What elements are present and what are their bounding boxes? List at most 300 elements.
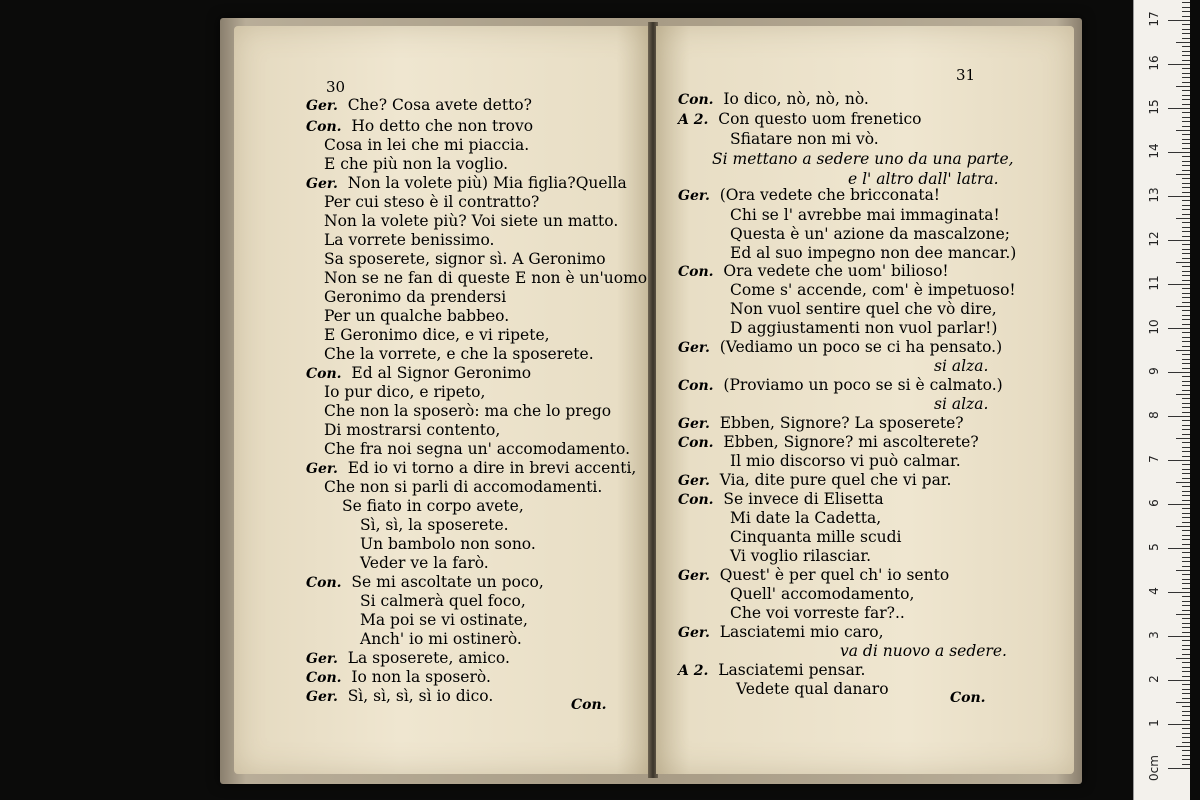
verse-text: Cinquanta mille scudi <box>730 528 902 546</box>
ruler-tick <box>1182 302 1190 303</box>
verse-text: Che non si parli di accomodamenti. <box>324 478 603 496</box>
ruler-tick <box>1182 222 1190 223</box>
left-text-line <box>306 459 636 478</box>
ruler-tick <box>1182 750 1190 751</box>
verse-text: E che più non la voglio. <box>324 155 509 173</box>
verse-text: Vi voglio rilasciar. <box>730 547 872 565</box>
left-text-line <box>324 250 606 268</box>
speaker-label: Ger. <box>306 176 338 192</box>
speaker-label: Ger. <box>678 625 710 641</box>
right-text-line <box>730 244 1016 262</box>
ruler-tick <box>1182 55 1190 56</box>
ruler-tick <box>1182 280 1190 281</box>
ruler-tick <box>1182 623 1190 624</box>
ruler-tick <box>1168 592 1190 593</box>
left-text-line <box>324 478 602 496</box>
ruler-tick <box>1182 759 1190 760</box>
ruler-tick <box>1182 90 1190 91</box>
stage-direction: Si mettano a sedere uno da una parte, <box>712 150 1014 168</box>
ruler-tick <box>1182 126 1190 127</box>
left-text-line <box>360 611 528 629</box>
ruler-tick <box>1182 605 1190 606</box>
ruler-tick <box>1182 601 1190 602</box>
ruler-tick <box>1182 187 1190 188</box>
ruler-tick <box>1182 627 1190 628</box>
left-text-line <box>306 174 627 193</box>
left-text-line <box>324 193 539 211</box>
ruler-tick <box>1182 728 1190 729</box>
right-text-line <box>730 604 905 622</box>
ruler-tick <box>1182 588 1190 589</box>
ruler-tick <box>1182 508 1190 509</box>
left-text-line <box>324 345 594 363</box>
ruler-tick <box>1182 574 1190 575</box>
left-text-line <box>306 96 532 115</box>
stage-direction: va di nuovo a sedere. <box>840 642 1007 660</box>
ruler-tick <box>1182 275 1190 276</box>
ruler-tick <box>1182 244 1190 245</box>
ruler-tick <box>1182 715 1190 716</box>
ruler-number: 2 <box>1147 675 1161 683</box>
verse-text: Ebben, Signore? mi ascolterete? <box>723 433 979 451</box>
ruler-tick <box>1168 548 1190 549</box>
ruler-tick <box>1176 438 1190 439</box>
ruler-tick <box>1182 398 1190 399</box>
ruler-tick <box>1182 469 1190 470</box>
verse-text: Sì, sì, sì, sì io dico. <box>347 687 494 705</box>
ruler-tick <box>1182 376 1190 377</box>
ruler-tick <box>1182 209 1190 210</box>
ruler-tick <box>1182 165 1190 166</box>
ruler-number: 1 <box>1147 719 1161 727</box>
right-text-line <box>934 395 988 413</box>
verse-text: La sposerete, amico. <box>347 649 510 667</box>
ruler-tick <box>1182 442 1190 443</box>
ruler-tick <box>1182 473 1190 474</box>
ruler-tick <box>1168 460 1190 461</box>
speaker-label: Con. <box>678 264 714 280</box>
ruler-tick <box>1182 486 1190 487</box>
left-text-line <box>306 668 491 687</box>
ruler-tick <box>1182 632 1190 633</box>
ruler-tick <box>1182 205 1190 206</box>
ruler-tick <box>1182 288 1190 289</box>
ruler-tick <box>1168 768 1190 769</box>
ruler-tick <box>1182 33 1190 34</box>
verse-text: Ed io vi torno a dire in brevi accenti, <box>347 459 637 477</box>
right-text-line <box>730 130 879 148</box>
ruler-tick <box>1182 720 1190 721</box>
ruler-tick <box>1182 539 1190 540</box>
ruler-tick <box>1182 341 1190 342</box>
ruler-tick <box>1168 504 1190 505</box>
ruler-number: 16 <box>1147 55 1161 71</box>
ruler-tick <box>1182 236 1190 237</box>
verse-text: Sì, sì, la sposerete. <box>360 516 509 534</box>
ruler-tick <box>1182 368 1190 369</box>
ruler-tick <box>1182 645 1190 646</box>
ruler-tick <box>1182 500 1190 501</box>
ruler-tick <box>1168 372 1190 373</box>
verse-text: Ma poi se vi ostinate, <box>360 611 528 629</box>
ruler-tick <box>1182 315 1190 316</box>
ruler-tick <box>1182 403 1190 404</box>
verse-text: Sfiatare non mi vò. <box>730 130 879 148</box>
ruler-tick <box>1182 495 1190 496</box>
right-text-line <box>730 319 997 337</box>
ruler-tick <box>1168 64 1190 65</box>
ruler-tick <box>1182 51 1190 52</box>
speaker-label: Ger. <box>678 416 710 432</box>
ruler-tick <box>1182 46 1190 47</box>
left-text-line <box>342 497 524 515</box>
verse-text: Quest' è per quel ch' io sento <box>719 566 950 584</box>
right-text-line <box>934 357 988 375</box>
right-text-line <box>840 642 1007 660</box>
ruler-tick <box>1182 698 1190 699</box>
ruler-number: 6 <box>1147 499 1161 507</box>
ruler-tick <box>1182 755 1190 756</box>
verse-text: Chi se l' avrebbe mai immaginata! <box>730 206 1000 224</box>
verse-text: (Vediamo un poco se ci ha pensato.) <box>719 338 1003 356</box>
ruler-tick <box>1182 266 1190 267</box>
ruler-tick <box>1182 192 1190 193</box>
ruler-tick <box>1182 148 1190 149</box>
ruler-tick <box>1176 86 1190 87</box>
ruler-tick <box>1182 214 1190 215</box>
right-text-line <box>730 509 881 527</box>
ruler-number: 15 <box>1147 99 1161 115</box>
right-text-line <box>712 150 1014 168</box>
speaker-label: Ger. <box>306 689 338 705</box>
left-text-line <box>324 383 485 401</box>
ruler-tick <box>1182 662 1190 663</box>
ruler-tick <box>1182 183 1190 184</box>
verse-text: Ho detto che non trovo <box>351 117 534 135</box>
verse-text: Di mostrarsi contento, <box>324 421 501 439</box>
ruler-number: 3 <box>1147 631 1161 639</box>
ruler-tick <box>1182 456 1190 457</box>
right-text-line <box>678 433 979 452</box>
verse-text: Se invece di Elisetta <box>723 490 884 508</box>
right-text-line <box>678 262 949 281</box>
ruler-tick <box>1168 724 1190 725</box>
right-text-line <box>678 90 869 109</box>
ruler-tick <box>1182 60 1190 61</box>
speaker-label: Ger. <box>306 461 338 477</box>
verse-text: Mi date la Cadetta, <box>730 509 882 527</box>
ruler-tick <box>1182 200 1190 201</box>
right-text-line <box>736 680 889 698</box>
ruler-tick <box>1182 618 1190 619</box>
ruler-tick <box>1182 381 1190 382</box>
ruler-tick <box>1176 658 1190 659</box>
speaker-label: Con. <box>678 378 714 394</box>
ruler-number: 17 <box>1147 11 1161 27</box>
verse-text: (Proviamo un poco se si è calmato.) <box>723 376 1003 394</box>
left-text-line <box>324 402 611 420</box>
right-text-line <box>730 585 914 603</box>
ruler-tick <box>1182 143 1190 144</box>
ruler-tick <box>1182 297 1190 298</box>
verse-text: Non la volete più? Voi siete un matto. <box>324 212 619 230</box>
ruler-tick <box>1182 711 1190 712</box>
ruler-tick <box>1182 412 1190 413</box>
left-page-number: 30 <box>326 78 346 96</box>
verse-text: Via, dite pure quel che vi par. <box>719 471 952 489</box>
verse-text: La vorrete benissimo. <box>324 231 495 249</box>
verse-text: Io non la sposerò. <box>351 668 491 686</box>
ruler-tick <box>1176 42 1190 43</box>
ruler-tick <box>1182 170 1190 171</box>
verse-text: Ed al Signor Geronimo <box>351 364 532 382</box>
ruler-tick <box>1182 16 1190 17</box>
ruler-tick <box>1176 262 1190 263</box>
ruler-tick <box>1182 706 1190 707</box>
speaker-label: Con. <box>306 575 342 591</box>
ruler-tick <box>1176 130 1190 131</box>
ruler-tick <box>1176 394 1190 395</box>
right-text-line <box>730 281 1016 299</box>
speaker-label: Con. <box>678 92 714 108</box>
ruler-tick <box>1182 667 1190 668</box>
ruler-tick <box>1182 310 1190 311</box>
verse-text: Che? Cosa avete detto? <box>347 96 532 114</box>
ruler-tick <box>1168 20 1190 21</box>
ruler-tick <box>1182 7 1190 8</box>
right-text-line <box>730 547 871 565</box>
ruler-tick <box>1182 522 1190 523</box>
left-text-line <box>306 687 493 706</box>
left-text-line <box>360 592 526 610</box>
verse-text: (Ora vedete che bricconata! <box>719 186 941 204</box>
ruler-number: 11 <box>1147 275 1161 291</box>
ruler-tick <box>1182 429 1190 430</box>
verse-text: Questa è un' azione da mascalzone; <box>730 225 1010 243</box>
verse-text: Con questo uom frenetico <box>718 110 922 128</box>
ruler-tick <box>1182 447 1190 448</box>
ruler-tick <box>1168 240 1190 241</box>
ruler-tick <box>1182 649 1190 650</box>
ruler-tick <box>1168 680 1190 681</box>
verse-text: Come s' accende, com' è impetuoso! <box>730 281 1016 299</box>
left-text-line <box>360 554 489 572</box>
speaker-label: Ger. <box>306 98 338 114</box>
right-text-line <box>678 623 884 642</box>
ruler-tick <box>1182 104 1190 105</box>
verse-text: Sa sposerete, signor sì. A Geronimo <box>324 250 606 268</box>
ruler-tick <box>1182 354 1190 355</box>
ruler-tick <box>1176 306 1190 307</box>
verse-text: Che voi vorreste far?.. <box>730 604 905 622</box>
ruler-tick <box>1182 544 1190 545</box>
ruler-tick <box>1182 689 1190 690</box>
verse-text: Che non la sposerò: ma che lo prego <box>324 402 612 420</box>
ruler-tick <box>1182 596 1190 597</box>
ruler-tick <box>1182 68 1190 69</box>
verse-text: Non se ne fan di queste E non è un'uomo <box>324 269 648 287</box>
ruler-tick <box>1176 218 1190 219</box>
left-text-line <box>306 117 533 136</box>
verse-text: Un bambolo non sono. <box>360 535 536 553</box>
left-text-line <box>360 516 509 534</box>
ruler-tick <box>1182 654 1190 655</box>
verse-text: E Geronimo dice, e vi ripete, <box>324 326 550 344</box>
ruler-tick <box>1182 385 1190 386</box>
ruler-tick <box>1176 702 1190 703</box>
speaker-label: Con. <box>678 435 714 451</box>
speaker-label: Ger. <box>678 188 710 204</box>
speaker-label: Ger. <box>678 568 710 584</box>
ruler-tick <box>1182 293 1190 294</box>
right-page-number: 31 <box>956 66 976 84</box>
verse-text: Si calmerà quel foco, <box>360 592 526 610</box>
left-text-line <box>324 421 500 439</box>
ruler-tick <box>1168 284 1190 285</box>
left-text-line <box>324 155 508 173</box>
ruler-tick <box>1182 139 1190 140</box>
right-text-line <box>678 338 1002 357</box>
ruler-tick <box>1176 482 1190 483</box>
left-catchword: Con. <box>571 697 607 713</box>
ruler-tick <box>1168 416 1190 417</box>
ruler-tick <box>1182 2 1190 3</box>
verse-text: Geronimo da prendersi <box>324 288 507 306</box>
ruler-tick <box>1182 156 1190 157</box>
verse-text: Vedete qual danaro <box>736 680 889 698</box>
right-text-line <box>730 452 961 470</box>
right-text-line <box>730 225 1010 243</box>
ruler-tick <box>1182 407 1190 408</box>
ruler-tick <box>1182 253 1190 254</box>
ruler-tick <box>1182 610 1190 611</box>
right-text-line <box>678 490 884 509</box>
ruler-tick <box>1182 517 1190 518</box>
ruler-number: 13 <box>1147 187 1161 203</box>
ruler-tick <box>1182 99 1190 100</box>
measuring-ruler <box>1133 0 1190 800</box>
speaker-label: Con. <box>678 492 714 508</box>
ruler-tick <box>1182 434 1190 435</box>
ruler-tick <box>1182 464 1190 465</box>
ruler-tick <box>1182 513 1190 514</box>
verse-text: Ora vedete che uom' bilioso! <box>723 262 949 280</box>
ruler-number: 7 <box>1147 455 1161 463</box>
ruler-tick <box>1176 614 1190 615</box>
right-text-line <box>678 566 949 585</box>
speaker-label: Con. <box>306 670 342 686</box>
ruler-tick <box>1182 583 1190 584</box>
ruler-tick <box>1182 530 1190 531</box>
ruler-tick <box>1176 350 1190 351</box>
right-text-line <box>730 300 997 318</box>
verse-text: Se fiato in corpo avete, <box>342 497 524 515</box>
verse-text: Non la volete più) Mia figlia?Quella <box>347 174 627 192</box>
ruler-number: 14 <box>1147 143 1161 159</box>
right-text-line <box>678 414 964 433</box>
ruler-tick <box>1182 337 1190 338</box>
verse-text: Quell' accomodamento, <box>730 585 915 603</box>
left-text-line <box>324 440 630 458</box>
verse-text: Per un qualche babbeo. <box>324 307 510 325</box>
ruler-tick <box>1168 328 1190 329</box>
verse-text: Anch' io mi ostinerò. <box>360 630 522 648</box>
ruler-tick <box>1182 11 1190 12</box>
ruler-tick <box>1182 693 1190 694</box>
stage-direction: e l' altro dall' latra. <box>848 170 999 188</box>
ruler-number: 10 <box>1147 319 1161 335</box>
speaker-label: A 2. <box>678 112 709 128</box>
ruler-tick <box>1168 636 1190 637</box>
ruler-number: 5 <box>1147 543 1161 551</box>
ruler-tick <box>1176 174 1190 175</box>
verse-text: Per cui steso è il contratto? <box>324 193 540 211</box>
ruler-tick <box>1182 249 1190 250</box>
ruler-tick <box>1182 737 1190 738</box>
verse-text: D aggiustamenti non vuol parlar!) <box>730 319 998 337</box>
ruler-tick <box>1182 82 1190 83</box>
verse-text: Che fra noi segna un' accomodamento. <box>324 440 631 458</box>
ruler-tick <box>1182 24 1190 25</box>
speaker-label: Ger. <box>306 651 338 667</box>
left-text-line <box>324 307 509 325</box>
ruler-tick <box>1168 152 1190 153</box>
ruler-tick <box>1182 363 1190 364</box>
ruler-tick <box>1182 425 1190 426</box>
ruler-tick <box>1182 95 1190 96</box>
speaker-label: A 2. <box>678 663 709 679</box>
ruler-tick <box>1168 196 1190 197</box>
verse-text: Se mi ascoltate un poco, <box>351 573 544 591</box>
ruler-tick <box>1182 73 1190 74</box>
right-text-line <box>678 661 865 680</box>
ruler-tick <box>1182 332 1190 333</box>
ruler-tick <box>1182 29 1190 30</box>
ruler-tick <box>1176 746 1190 747</box>
verse-text: Il mio discorso vi può calmar. <box>730 452 961 470</box>
right-text-line <box>678 186 940 205</box>
ruler-tick <box>1182 671 1190 672</box>
verse-text: Non vuol sentire quel che vò dire, <box>730 300 997 318</box>
stage-direction: si alza. <box>934 357 989 375</box>
verse-text: Io dico, nò, nò, nò. <box>723 90 869 108</box>
ruler-number: 8 <box>1147 411 1161 419</box>
speaker-label: Con. <box>306 366 342 382</box>
ruler-tick <box>1182 640 1190 641</box>
left-text-line <box>324 326 550 344</box>
ruler-tick <box>1182 38 1190 39</box>
verse-text: Lasciatemi pensar. <box>718 661 866 679</box>
right-text-line <box>678 471 951 490</box>
ruler-tick <box>1182 134 1190 135</box>
ruler-tick <box>1182 161 1190 162</box>
ruler-tick <box>1176 526 1190 527</box>
right-text-line <box>730 528 902 546</box>
ruler-tick <box>1182 258 1190 259</box>
ruler-tick <box>1182 178 1190 179</box>
ruler-tick <box>1168 108 1190 109</box>
ruler-tick <box>1182 557 1190 558</box>
ruler-tick <box>1182 684 1190 685</box>
ruler-number: 12 <box>1147 231 1161 247</box>
ruler-tick <box>1182 491 1190 492</box>
left-text-line <box>360 630 522 648</box>
speaker-label: Ger. <box>678 473 710 489</box>
ruler-tick <box>1182 346 1190 347</box>
ruler-tick <box>1182 566 1190 567</box>
ruler-tick <box>1182 390 1190 391</box>
ruler-tick <box>1182 676 1190 677</box>
